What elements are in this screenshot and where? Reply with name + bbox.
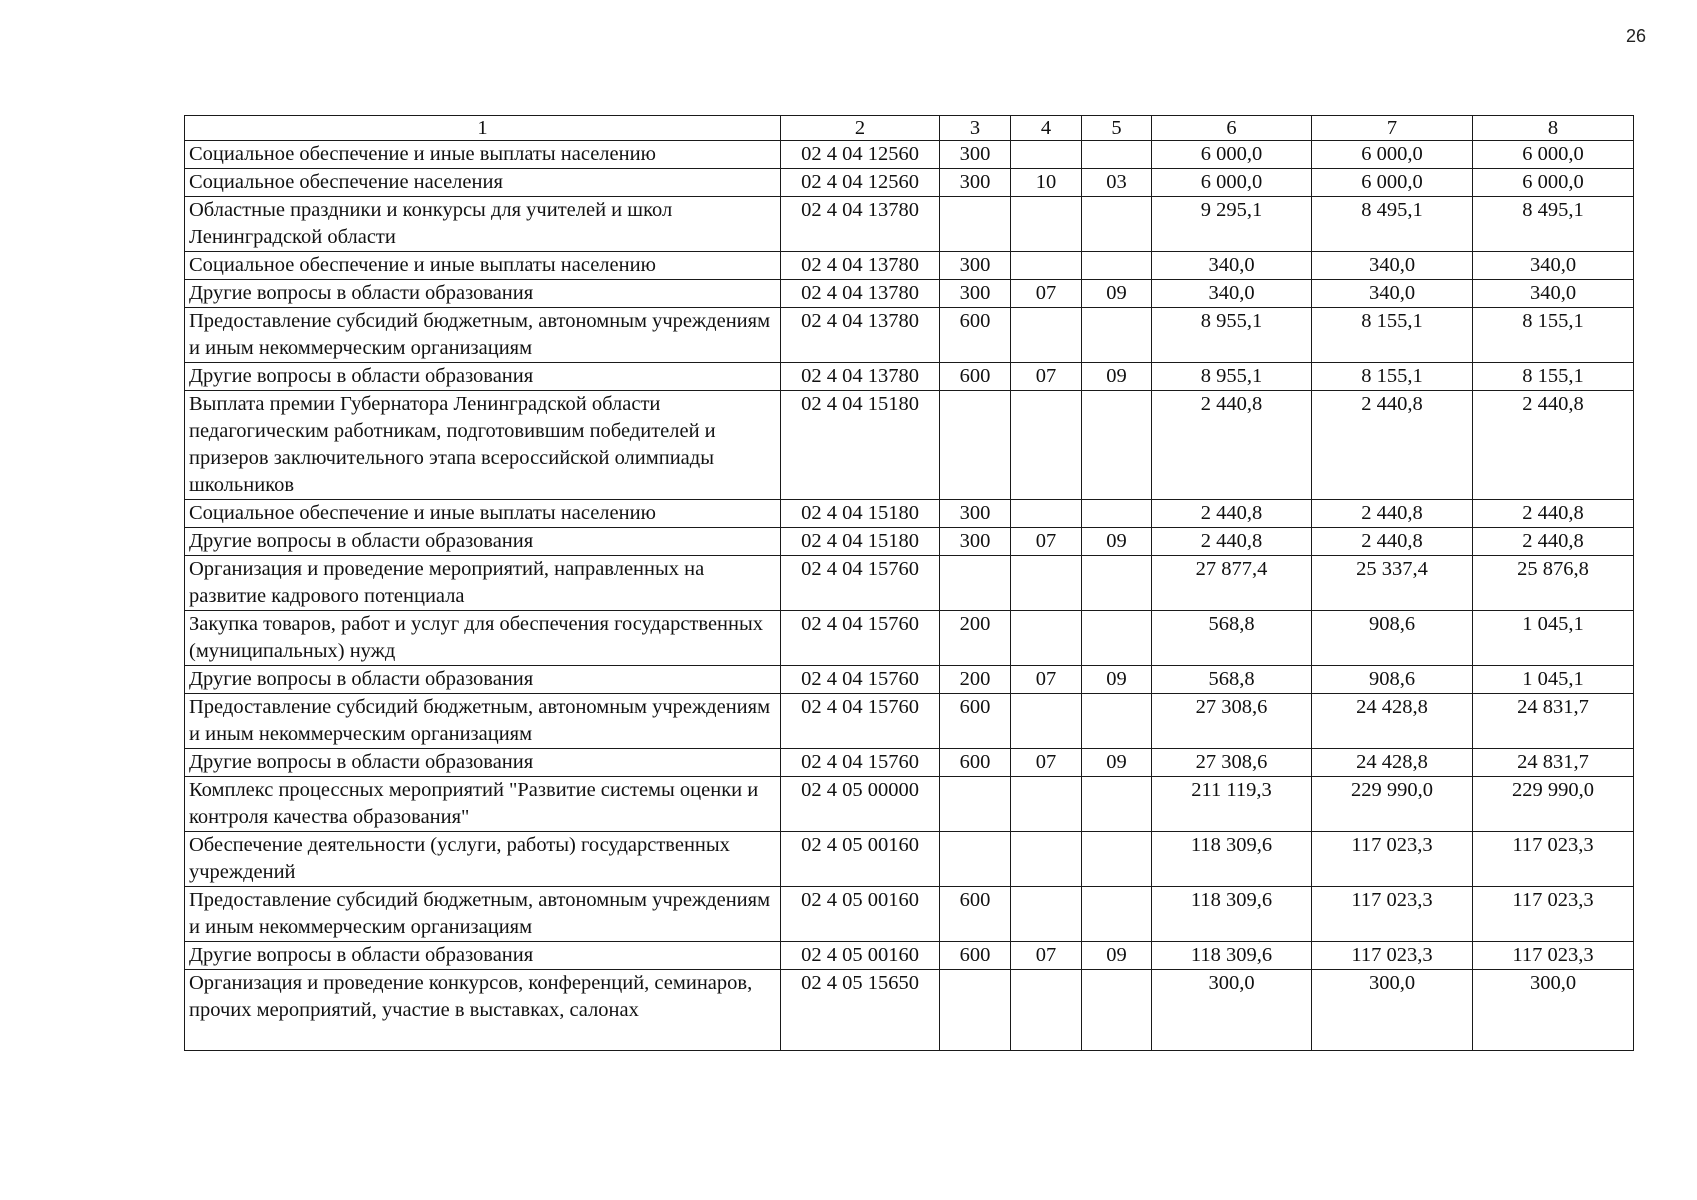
cell-amount-year-1: 6 000,0 [1152,141,1312,169]
cell-subsection [1082,252,1152,280]
cell-amount-year-3: 2 440,8 [1473,500,1634,528]
cell-amount-year-2: 908,6 [1312,611,1473,666]
cell-subsection [1082,611,1152,666]
cell-amount-year-3: 8 155,1 [1473,308,1634,363]
cell-target-code: 02 4 04 15180 [781,391,940,500]
cell-amount-year-3: 1 045,1 [1473,666,1634,694]
cell-subsection: 09 [1082,942,1152,970]
table-row [185,942,1634,970]
cell-target-code: 02 4 04 12560 [781,169,940,197]
cell-amount-year-2: 229 990,0 [1312,777,1473,832]
cell-target-code: 02 4 05 00160 [781,832,940,887]
cell-subsection: 09 [1082,280,1152,308]
cell-section: 07 [1011,528,1082,556]
cell-target-code: 02 4 04 15760 [781,556,940,611]
cell-amount-year-1: 568,8 [1152,666,1312,694]
cell-amount-year-2: 8 155,1 [1312,363,1473,391]
cell-subsection [1082,970,1152,1051]
cell-target-code: 02 4 05 00160 [781,942,940,970]
table-row [185,556,1634,611]
cell-name: Областные праздники и конкурсы для учителей и школ Ленинградской области [185,197,781,252]
cell-amount-year-1: 2 440,8 [1152,500,1312,528]
cell-section [1011,777,1082,832]
cell-section [1011,970,1082,1051]
table-row [185,528,1634,556]
cell-amount-year-1: 300,0 [1152,970,1312,1051]
cell-amount-year-1: 27 308,6 [1152,749,1312,777]
cell-amount-year-3: 6 000,0 [1473,169,1634,197]
cell-target-code: 02 4 04 13780 [781,280,940,308]
table-row [185,308,1634,363]
column-header: 8 [1473,116,1634,141]
cell-subsection [1082,197,1152,252]
cell-amount-year-3: 1 045,1 [1473,611,1634,666]
table-row [185,694,1634,749]
cell-amount-year-1: 568,8 [1152,611,1312,666]
cell-section [1011,556,1082,611]
cell-subsection [1082,777,1152,832]
cell-subsection: 09 [1082,363,1152,391]
cell-section: 07 [1011,666,1082,694]
cell-amount-year-1: 27 308,6 [1152,694,1312,749]
column-header: 2 [781,116,940,141]
cell-subsection [1082,391,1152,500]
cell-name: Социальное обеспечение и иные выплаты населению [185,141,781,169]
cell-name: Организация и проведение конкурсов, конференций, семинаров, прочих мероприятий, участие в выставках, салонах [185,970,781,1051]
cell-target-code: 02 4 04 12560 [781,141,940,169]
cell-target-code: 02 4 05 00160 [781,887,940,942]
cell-target-code: 02 4 05 15650 [781,970,940,1051]
cell-amount-year-1: 118 309,6 [1152,887,1312,942]
cell-amount-year-2: 6 000,0 [1312,141,1473,169]
cell-amount-year-3: 300,0 [1473,970,1634,1051]
cell-target-code: 02 4 04 15760 [781,749,940,777]
column-header: 6 [1152,116,1312,141]
cell-target-code: 02 4 04 15760 [781,694,940,749]
cell-expense-type: 300 [940,169,1011,197]
cell-amount-year-2: 908,6 [1312,666,1473,694]
cell-amount-year-3: 117 023,3 [1473,942,1634,970]
cell-target-code: 02 4 04 13780 [781,252,940,280]
table-row [185,777,1634,832]
cell-amount-year-3: 117 023,3 [1473,832,1634,887]
cell-name: Другие вопросы в области образования [185,942,781,970]
cell-expense-type [940,777,1011,832]
cell-section: 07 [1011,942,1082,970]
cell-subsection: 03 [1082,169,1152,197]
cell-amount-year-2: 117 023,3 [1312,887,1473,942]
column-header: 7 [1312,116,1473,141]
cell-target-code: 02 4 04 13780 [781,308,940,363]
column-header: 1 [185,116,781,141]
cell-target-code: 02 4 05 00000 [781,777,940,832]
cell-expense-type: 300 [940,141,1011,169]
cell-expense-type: 300 [940,280,1011,308]
cell-expense-type: 300 [940,252,1011,280]
table-row [185,970,1634,1051]
cell-amount-year-2: 25 337,4 [1312,556,1473,611]
cell-target-code: 02 4 04 13780 [781,363,940,391]
cell-subsection [1082,500,1152,528]
cell-expense-type [940,197,1011,252]
cell-target-code: 02 4 04 15760 [781,666,940,694]
cell-amount-year-3: 8 155,1 [1473,363,1634,391]
table-row [185,252,1634,280]
cell-name: Другие вопросы в области образования [185,363,781,391]
cell-subsection: 09 [1082,749,1152,777]
column-header: 3 [940,116,1011,141]
table-row [185,169,1634,197]
cell-amount-year-3: 229 990,0 [1473,777,1634,832]
cell-subsection [1082,141,1152,169]
cell-amount-year-3: 117 023,3 [1473,887,1634,942]
cell-section [1011,141,1082,169]
cell-amount-year-3: 340,0 [1473,280,1634,308]
cell-target-code: 02 4 04 13780 [781,197,940,252]
cell-name: Предоставление субсидий бюджетным, автономным учреждениям и иным некоммерческим организациям [185,887,781,942]
cell-amount-year-3: 25 876,8 [1473,556,1634,611]
cell-name: Другие вопросы в области образования [185,666,781,694]
cell-expense-type [940,556,1011,611]
cell-expense-type: 600 [940,887,1011,942]
cell-name: Социальное обеспечение и иные выплаты населению [185,500,781,528]
cell-amount-year-3: 24 831,7 [1473,694,1634,749]
cell-section [1011,611,1082,666]
cell-section [1011,197,1082,252]
cell-amount-year-1: 9 295,1 [1152,197,1312,252]
cell-name: Выплата премии Губернатора Ленинградской области педагогическим работникам, подготовившим победителей и призеров заключительного этапа всероссийской олимпиады школьников [185,391,781,500]
cell-section [1011,252,1082,280]
table-row [185,611,1634,666]
cell-amount-year-3: 6 000,0 [1473,141,1634,169]
cell-expense-type: 600 [940,308,1011,363]
cell-amount-year-1: 6 000,0 [1152,169,1312,197]
cell-section: 10 [1011,169,1082,197]
cell-amount-year-2: 8 155,1 [1312,308,1473,363]
cell-section [1011,694,1082,749]
cell-amount-year-2: 2 440,8 [1312,391,1473,500]
cell-section [1011,500,1082,528]
cell-name: Другие вопросы в области образования [185,749,781,777]
cell-target-code: 02 4 04 15760 [781,611,940,666]
cell-subsection [1082,694,1152,749]
cell-amount-year-1: 8 955,1 [1152,363,1312,391]
cell-name: Предоставление субсидий бюджетным, автономным учреждениям и иным некоммерческим организациям [185,308,781,363]
cell-amount-year-1: 340,0 [1152,280,1312,308]
table-row [185,197,1634,252]
table-row [185,363,1634,391]
cell-amount-year-1: 340,0 [1152,252,1312,280]
cell-subsection: 09 [1082,666,1152,694]
cell-amount-year-3: 340,0 [1473,252,1634,280]
table-row [185,280,1634,308]
cell-section: 07 [1011,749,1082,777]
cell-amount-year-2: 117 023,3 [1312,832,1473,887]
cell-amount-year-1: 118 309,6 [1152,832,1312,887]
cell-amount-year-3: 2 440,8 [1473,528,1634,556]
cell-amount-year-2: 6 000,0 [1312,169,1473,197]
cell-expense-type: 600 [940,694,1011,749]
cell-subsection [1082,887,1152,942]
cell-section [1011,887,1082,942]
cell-amount-year-2: 24 428,8 [1312,749,1473,777]
cell-name: Другие вопросы в области образования [185,280,781,308]
cell-expense-type [940,391,1011,500]
cell-section [1011,391,1082,500]
cell-section: 07 [1011,363,1082,391]
cell-amount-year-3: 8 495,1 [1473,197,1634,252]
cell-name: Социальное обеспечение населения [185,169,781,197]
cell-amount-year-2: 117 023,3 [1312,942,1473,970]
cell-amount-year-1: 2 440,8 [1152,391,1312,500]
cell-subsection [1082,832,1152,887]
cell-section [1011,308,1082,363]
cell-subsection [1082,308,1152,363]
cell-expense-type: 200 [940,611,1011,666]
cell-amount-year-2: 2 440,8 [1312,500,1473,528]
table-row [185,500,1634,528]
cell-name: Обеспечение деятельности (услуги, работы) государственных учреждений [185,832,781,887]
cell-amount-year-2: 340,0 [1312,280,1473,308]
cell-expense-type: 600 [940,749,1011,777]
cell-subsection: 09 [1082,528,1152,556]
cell-expense-type: 300 [940,500,1011,528]
cell-expense-type: 300 [940,528,1011,556]
table-header-row [185,116,1634,141]
cell-amount-year-1: 2 440,8 [1152,528,1312,556]
cell-name: Социальное обеспечение и иные выплаты населению [185,252,781,280]
cell-target-code: 02 4 04 15180 [781,528,940,556]
table-row [185,391,1634,500]
table-row [185,749,1634,777]
cell-amount-year-2: 8 495,1 [1312,197,1473,252]
cell-name: Закупка товаров, работ и услуг для обеспечения государственных (муниципальных) нужд [185,611,781,666]
cell-expense-type [940,832,1011,887]
column-header: 5 [1082,116,1152,141]
cell-subsection [1082,556,1152,611]
cell-amount-year-2: 300,0 [1312,970,1473,1051]
cell-amount-year-1: 8 955,1 [1152,308,1312,363]
cell-amount-year-1: 27 877,4 [1152,556,1312,611]
cell-amount-year-1: 211 119,3 [1152,777,1312,832]
table-row [185,832,1634,887]
cell-amount-year-3: 24 831,7 [1473,749,1634,777]
page-number: 26 [1626,26,1647,46]
table-row [185,141,1634,169]
cell-amount-year-3: 2 440,8 [1473,391,1634,500]
cell-expense-type [940,970,1011,1051]
cell-amount-year-1: 118 309,6 [1152,942,1312,970]
budget-table [184,115,1634,1051]
cell-expense-type: 600 [940,363,1011,391]
cell-amount-year-2: 24 428,8 [1312,694,1473,749]
cell-target-code: 02 4 04 15180 [781,500,940,528]
cell-amount-year-2: 340,0 [1312,252,1473,280]
cell-expense-type: 600 [940,942,1011,970]
cell-section: 07 [1011,280,1082,308]
table-row [185,887,1634,942]
cell-name: Комплекс процессных мероприятий "Развитие системы оценки и контроля качества образования" [185,777,781,832]
cell-section [1011,832,1082,887]
cell-amount-year-2: 2 440,8 [1312,528,1473,556]
cell-name: Организация и проведение мероприятий, направленных на развитие кадрового потенциала [185,556,781,611]
cell-name: Предоставление субсидий бюджетным, автономным учреждениям и иным некоммерческим организациям [185,694,781,749]
cell-expense-type: 200 [940,666,1011,694]
column-header: 4 [1011,116,1082,141]
cell-name: Другие вопросы в области образования [185,528,781,556]
table-row [185,666,1634,694]
